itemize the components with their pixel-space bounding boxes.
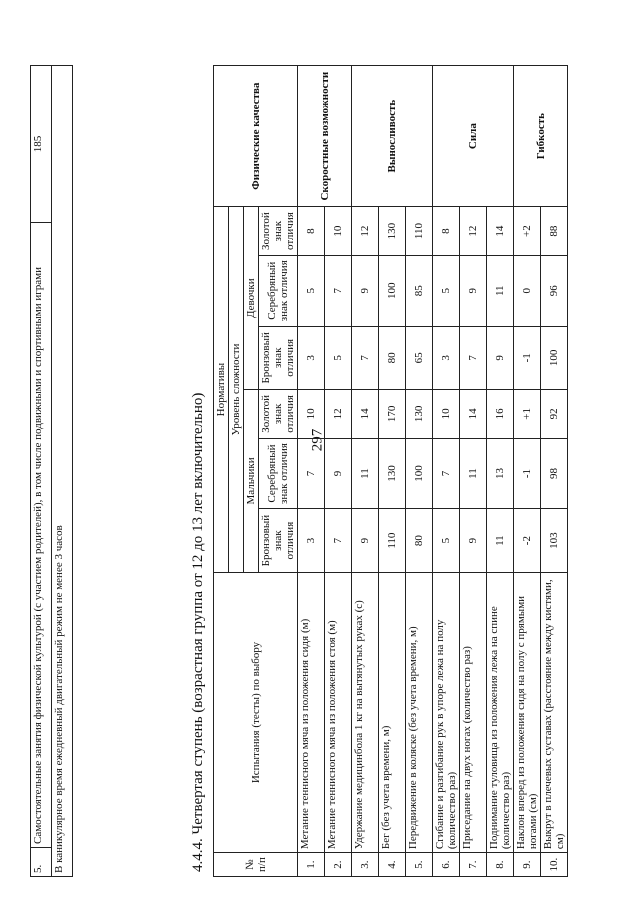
silver-girls-header: Серебряный знак отличия xyxy=(259,255,298,326)
girls-header: Девочки xyxy=(244,207,259,390)
girls-gold: 130 xyxy=(379,207,406,256)
test-name: Приседание на двух ногах (количество раз) xyxy=(460,572,487,852)
row-num: 2. xyxy=(325,853,352,877)
boys-silver: 7 xyxy=(298,438,325,509)
boys-gold: 10 xyxy=(298,390,325,439)
test-name: Выкрут в плечевых суставах (расстояние между кистями, см) xyxy=(541,572,568,852)
boys-silver: 13 xyxy=(487,438,514,509)
test-name: Сгибание и разгибание рук в упоре лежа на полу (количество раз) xyxy=(433,572,460,852)
row-num: 6. xyxy=(433,853,460,877)
page-number: 297 xyxy=(309,428,326,452)
boys-bronze: 9 xyxy=(460,509,487,573)
row-num: 8. xyxy=(487,853,514,877)
boys-gold: 14 xyxy=(352,390,379,439)
table-row xyxy=(298,66,325,877)
girls-gold: 8 xyxy=(433,207,460,256)
test-name: Передвижение в коляске (без учета времени, м) xyxy=(406,572,433,852)
girls-gold: 110 xyxy=(406,207,433,256)
girls-bronze: 65 xyxy=(406,326,433,390)
quality-speed: Скоростные возможности xyxy=(298,66,352,207)
boys-silver: 130 xyxy=(379,438,406,509)
girls-bronze: 3 xyxy=(433,326,460,390)
hours-value: 185 xyxy=(31,66,52,223)
row-num: 7. xyxy=(460,853,487,877)
col-num-header: № п/п xyxy=(214,853,298,877)
boys-bronze: 9 xyxy=(352,509,379,573)
rotated-page-content xyxy=(30,27,615,877)
boys-silver: 7 xyxy=(433,438,460,509)
girls-bronze: 5 xyxy=(325,326,352,390)
girls-gold: 10 xyxy=(325,207,352,256)
girls-silver: 85 xyxy=(406,255,433,326)
boys-bronze: 11 xyxy=(487,509,514,573)
activity-text: Самостоятельные занятия физической культурой (с участием родителей), в том числе подвижными и спортивными играми xyxy=(31,223,52,848)
qualities-header: Физические качества xyxy=(214,66,298,207)
boys-bronze: 110 xyxy=(379,509,406,573)
row-num: 1. xyxy=(298,853,325,877)
girls-silver: 9 xyxy=(460,255,487,326)
norms-header: Нормативы xyxy=(214,207,229,573)
boys-gold: 130 xyxy=(406,390,433,439)
norms-table xyxy=(213,65,568,877)
girls-silver: 11 xyxy=(487,255,514,326)
quality-endurance: Выносливость xyxy=(352,66,433,207)
boys-silver: 11 xyxy=(460,438,487,509)
boys-gold: 170 xyxy=(379,390,406,439)
test-name: Метание теннисного мяча из положения сидя (м) xyxy=(298,572,325,852)
test-name: Наклон вперед из положения сидя на полу с прямыми ногами (см) xyxy=(514,572,541,852)
girls-gold: 88 xyxy=(541,207,568,256)
girls-gold: 8 xyxy=(298,207,325,256)
girls-gold: 12 xyxy=(352,207,379,256)
boys-bronze: -2 xyxy=(514,509,541,573)
girls-gold: 12 xyxy=(460,207,487,256)
gold-boys-header: Золотой знак отличия xyxy=(259,390,298,439)
boys-gold: 14 xyxy=(460,390,487,439)
girls-silver: 5 xyxy=(433,255,460,326)
girls-bronze: -1 xyxy=(514,326,541,390)
vacation-note: В каникулярное время ежедневный двигательный режим не менее 3 часов xyxy=(52,66,73,877)
girls-silver: 96 xyxy=(541,255,568,326)
girls-bronze: 100 xyxy=(541,326,568,390)
table-row xyxy=(31,66,52,877)
difficulty-header: Уровень сложности xyxy=(229,207,244,573)
girls-silver: 100 xyxy=(379,255,406,326)
girls-bronze: 9 xyxy=(487,326,514,390)
girls-gold: +2 xyxy=(514,207,541,256)
girls-bronze: 80 xyxy=(379,326,406,390)
table-row xyxy=(352,66,379,877)
boys-gold: 10 xyxy=(433,390,460,439)
boys-silver: 98 xyxy=(541,438,568,509)
girls-silver: 5 xyxy=(298,255,325,326)
girls-bronze: 7 xyxy=(352,326,379,390)
bronze-boys-header: Бронзовый знак отличия xyxy=(259,509,298,573)
boys-gold: +1 xyxy=(514,390,541,439)
top-table xyxy=(30,65,73,877)
col-tests-header: Испытания (тесты) по выбору xyxy=(214,572,298,852)
row-num: 10. xyxy=(541,853,568,877)
row-num: 5. xyxy=(406,853,433,877)
bronze-girls-header: Бронзовый знак отличия xyxy=(259,326,298,390)
boys-bronze: 103 xyxy=(541,509,568,573)
girls-gold: 14 xyxy=(487,207,514,256)
boys-gold: 16 xyxy=(487,390,514,439)
table-row xyxy=(433,66,460,877)
section-heading: 4.4.4. Четвертая ступень (возрастная группа от 12 до 13 лет включительно) xyxy=(190,392,206,872)
test-name: Бег (без учета времени, м) xyxy=(379,572,406,852)
silver-boys-header: Серебряный знак отличия xyxy=(259,438,298,509)
boys-bronze: 80 xyxy=(406,509,433,573)
boys-bronze: 3 xyxy=(298,509,325,573)
quality-flexibility: Гибкость xyxy=(514,66,568,207)
boys-silver: 100 xyxy=(406,438,433,509)
boys-bronze: 7 xyxy=(325,509,352,573)
girls-silver: 9 xyxy=(352,255,379,326)
row-number: 5. xyxy=(31,848,52,877)
test-name: Поднимание туловища из положения лежа на спине (количество раз) xyxy=(487,572,514,852)
test-name: Метание теннисного мяча из положения стоя (м) xyxy=(325,572,352,852)
row-num: 4. xyxy=(379,853,406,877)
boys-silver: 11 xyxy=(352,438,379,509)
gold-girls-header: Золотой знак отличия xyxy=(259,207,298,256)
boys-gold: 12 xyxy=(325,390,352,439)
boys-bronze: 5 xyxy=(433,509,460,573)
quality-strength: Сила xyxy=(433,66,514,207)
girls-silver: 7 xyxy=(325,255,352,326)
row-num: 9. xyxy=(514,853,541,877)
boys-silver: -1 xyxy=(514,438,541,509)
boys-silver: 9 xyxy=(325,438,352,509)
boys-header: Мальчики xyxy=(244,390,259,573)
girls-silver: 0 xyxy=(514,255,541,326)
test-name: Удержание медицинбола 1 кг на вытянутых руках (с) xyxy=(352,572,379,852)
girls-bronze: 7 xyxy=(460,326,487,390)
row-num: 3. xyxy=(352,853,379,877)
table-row xyxy=(52,66,73,877)
boys-gold: 92 xyxy=(541,390,568,439)
table-row xyxy=(514,66,541,877)
girls-bronze: 3 xyxy=(298,326,325,390)
